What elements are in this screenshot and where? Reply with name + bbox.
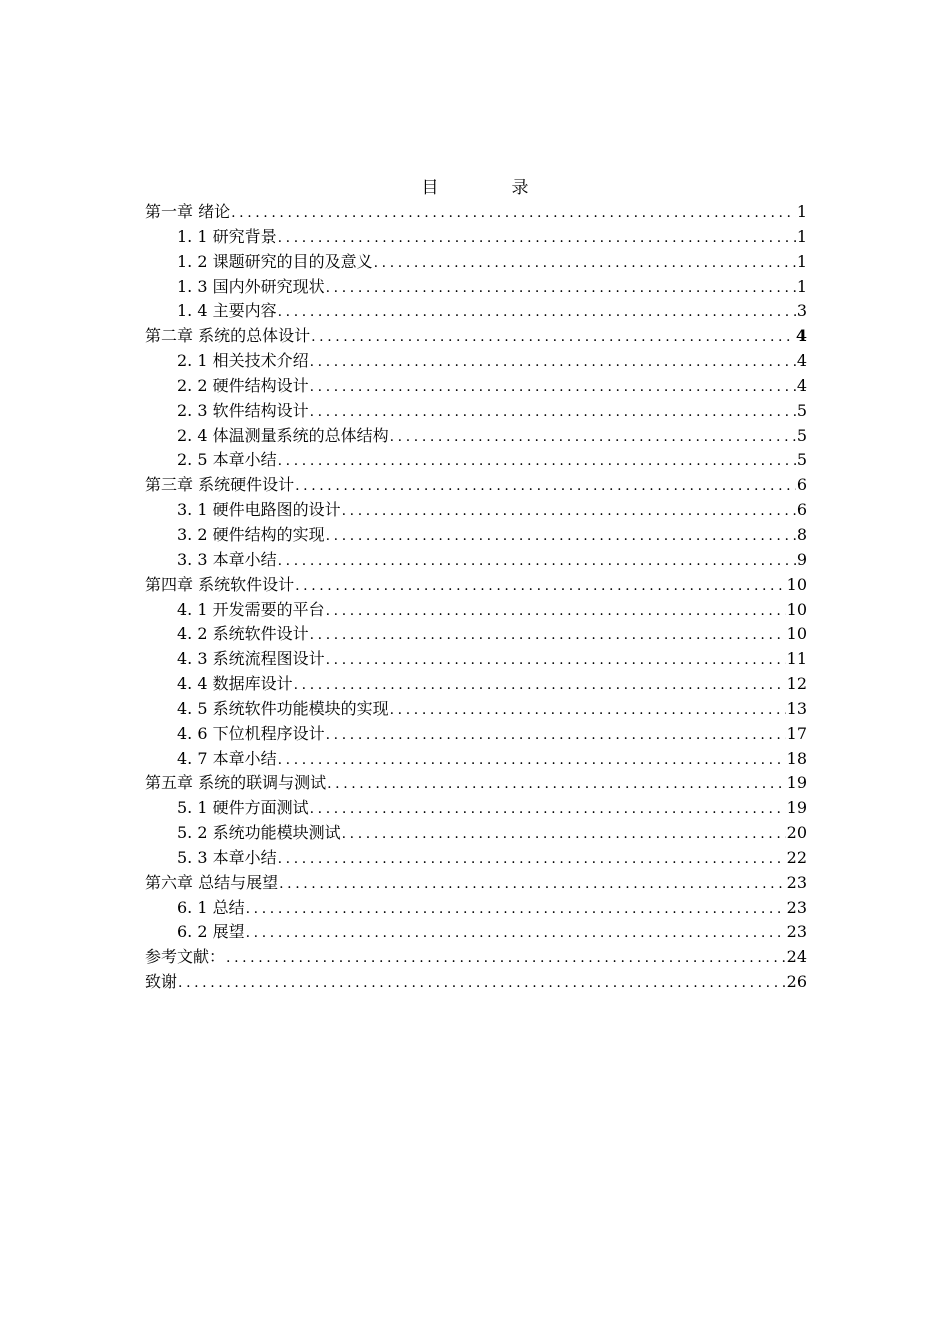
toc-entry-label: 2. 5 本章小结 <box>177 450 277 470</box>
toc-chapter-entry[interactable] <box>145 771 807 796</box>
toc-entry-label: 4. 1 开发需要的平台 <box>177 599 325 619</box>
page-title: 目 录 <box>421 178 557 198</box>
toc-section-entry[interactable] <box>145 225 807 250</box>
toc-section-entry[interactable] <box>145 697 807 722</box>
toc-entry-page-number: 19 <box>786 773 807 793</box>
toc-dot-leader <box>231 201 796 225</box>
toc-entry-page-number: 5 <box>796 425 807 445</box>
toc-entry-page-number: 20 <box>786 823 807 843</box>
toc-entry-label: 4. 5 系统软件功能模块的实现 <box>177 698 389 718</box>
toc-dot-leader <box>310 400 796 424</box>
toc-entry-label: 1. 3 国内外研究现状 <box>177 276 325 296</box>
toc-entry-label: 致谢 <box>145 972 178 992</box>
toc-entry-page-number: 13 <box>786 698 807 718</box>
toc-entry-label: 6. 1 总结 <box>177 897 245 917</box>
toc-dot-leader <box>279 872 786 896</box>
toc-dot-leader <box>295 474 796 498</box>
toc-entry-label: 第六章 总结与展望 <box>145 872 279 892</box>
toc-section-entry[interactable] <box>145 920 807 945</box>
toc-chapter-entry[interactable] <box>145 473 807 498</box>
toc-entry-label: 2. 2 硬件结构设计 <box>177 375 309 395</box>
toc-section-entry[interactable] <box>145 722 807 747</box>
toc-dot-leader <box>342 822 786 846</box>
toc-entry-page-number: 19 <box>786 798 807 818</box>
toc-entry-page-number: 18 <box>786 748 807 768</box>
toc-section-entry[interactable] <box>145 821 807 846</box>
toc-section-entry[interactable] <box>145 672 807 697</box>
toc-entry-page-number: 5 <box>796 450 807 470</box>
toc-entry-label: 3. 2 硬件结构的实现 <box>177 524 325 544</box>
toc-entry-label: 3. 1 硬件电路图的设计 <box>177 500 341 520</box>
toc-entry-label: 6. 2 展望 <box>177 922 245 942</box>
toc-entry-page-number: 23 <box>786 897 807 917</box>
toc-section-entry[interactable] <box>145 424 807 449</box>
toc-dot-leader <box>390 698 786 722</box>
toc-entry-page-number: 1 <box>796 276 807 296</box>
toc-entry-page-number: 26 <box>786 972 807 992</box>
toc-dot-leader <box>311 325 795 349</box>
toc-chapter-entry[interactable] <box>145 871 807 896</box>
table-of-contents <box>145 200 807 995</box>
toc-entry-page-number: 8 <box>796 524 807 544</box>
toc-dot-leader <box>326 723 786 747</box>
toc-entry-page-number: 23 <box>786 872 807 892</box>
toc-dot-leader <box>278 300 796 324</box>
toc-dot-leader <box>326 648 786 672</box>
toc-entry-label: 3. 3 本章小结 <box>177 549 277 569</box>
toc-entry-label: 5. 2 系统功能模块测试 <box>177 823 341 843</box>
toc-dot-leader <box>278 226 796 250</box>
toc-entry-label: 1. 4 主要内容 <box>177 301 277 321</box>
toc-chapter-entry[interactable] <box>145 970 807 995</box>
toc-entry-page-number: 23 <box>786 922 807 942</box>
toc-chapter-entry[interactable] <box>145 200 807 225</box>
toc-dot-leader <box>326 599 786 623</box>
toc-entry-page-number: 10 <box>786 574 807 594</box>
toc-entry-page-number: 3 <box>796 301 807 321</box>
toc-entry-page-number: 22 <box>786 847 807 867</box>
toc-entry-label: 第二章 系统的总体设计 <box>145 326 311 346</box>
toc-dot-leader <box>310 797 786 821</box>
toc-section-entry[interactable] <box>145 647 807 672</box>
toc-entry-label: 第四章 系统软件设计 <box>145 574 295 594</box>
toc-section-entry[interactable] <box>145 548 807 573</box>
toc-dot-leader <box>294 673 786 697</box>
toc-chapter-entry[interactable] <box>145 324 807 349</box>
toc-section-entry[interactable] <box>145 598 807 623</box>
toc-dot-leader <box>327 772 786 796</box>
toc-dot-leader <box>278 748 786 772</box>
toc-entry-label: 5. 1 硬件方面测试 <box>177 798 309 818</box>
toc-entry-label: 第三章 系统硬件设计 <box>145 475 295 495</box>
toc-entry-label: 4. 7 本章小结 <box>177 748 277 768</box>
toc-entry-label: 4. 3 系统流程图设计 <box>177 649 325 669</box>
toc-section-entry[interactable] <box>145 275 807 300</box>
toc-dot-leader <box>278 549 796 573</box>
toc-entry-label: 第五章 系统的联调与测试 <box>145 773 327 793</box>
toc-entry-label: 2. 1 相关技术介绍 <box>177 351 309 371</box>
toc-entry-page-number: 6 <box>796 475 807 495</box>
toc-dot-leader <box>326 276 796 300</box>
toc-section-entry[interactable] <box>145 622 807 647</box>
toc-section-entry[interactable] <box>145 349 807 374</box>
toc-entry-page-number: 6 <box>796 500 807 520</box>
toc-dot-leader <box>246 897 786 921</box>
toc-entry-label: 4. 2 系统软件设计 <box>177 624 309 644</box>
toc-entry-page-number: 1 <box>796 202 807 221</box>
toc-entry-page-number: 17 <box>786 723 807 743</box>
toc-chapter-entry[interactable] <box>145 945 807 970</box>
toc-dot-leader <box>278 449 796 473</box>
toc-dot-leader <box>278 847 786 871</box>
toc-section-entry[interactable] <box>145 796 807 821</box>
toc-entry-page-number: 11 <box>786 649 807 669</box>
toc-entry-page-number: 24 <box>786 947 807 967</box>
toc-entry-page-number: 4 <box>796 375 807 395</box>
toc-entry-label: 1. 2 课题研究的目的及意义 <box>177 251 373 271</box>
toc-dot-leader <box>310 350 796 374</box>
toc-entry-page-number: 5 <box>796 400 807 420</box>
toc-dot-leader <box>374 251 796 275</box>
toc-entry-page-number: 4 <box>795 326 807 346</box>
toc-section-entry[interactable] <box>145 747 807 772</box>
toc-entry-page-number: 1 <box>796 251 807 271</box>
toc-entry-label: 2. 3 软件结构设计 <box>177 400 309 420</box>
toc-entry-label: 参考文献： <box>145 947 226 967</box>
toc-dot-leader <box>295 574 786 598</box>
toc-chapter-entry[interactable] <box>145 573 807 598</box>
toc-section-entry[interactable] <box>145 250 807 275</box>
toc-entry-page-number: 4 <box>796 351 807 371</box>
toc-section-entry[interactable] <box>145 896 807 921</box>
toc-entry-label: 4. 6 下位机程序设计 <box>177 723 325 743</box>
toc-entry-page-number: 12 <box>786 674 807 694</box>
toc-dot-leader <box>310 375 796 399</box>
toc-dot-leader <box>326 524 796 548</box>
toc-dot-leader <box>342 499 796 523</box>
toc-entry-page-number: 1 <box>796 226 807 246</box>
toc-section-entry[interactable] <box>145 846 807 871</box>
toc-section-entry[interactable] <box>145 498 807 523</box>
toc-dot-leader <box>178 971 786 995</box>
toc-dot-leader <box>226 946 786 970</box>
toc-entry-label: 5. 3 本章小结 <box>177 847 277 867</box>
toc-dot-leader <box>246 921 786 945</box>
toc-section-entry[interactable] <box>145 399 807 424</box>
toc-section-entry[interactable] <box>145 374 807 399</box>
toc-entry-label: 1. 1 研究背景 <box>177 226 277 246</box>
toc-entry-page-number: 10 <box>786 599 807 619</box>
toc-dot-leader <box>310 623 786 647</box>
toc-entry-page-number: 10 <box>786 624 807 644</box>
toc-entry-label: 第一章 绪论 <box>145 202 231 221</box>
toc-entry-label: 4. 4 数据库设计 <box>177 674 293 694</box>
toc-section-entry[interactable] <box>145 299 807 324</box>
toc-entry-label: 2. 4 体温测量系统的总体结构 <box>177 425 389 445</box>
toc-section-entry[interactable] <box>145 448 807 473</box>
toc-section-entry[interactable] <box>145 523 807 548</box>
toc-entry-page-number: 9 <box>796 549 807 569</box>
toc-dot-leader <box>390 425 796 449</box>
